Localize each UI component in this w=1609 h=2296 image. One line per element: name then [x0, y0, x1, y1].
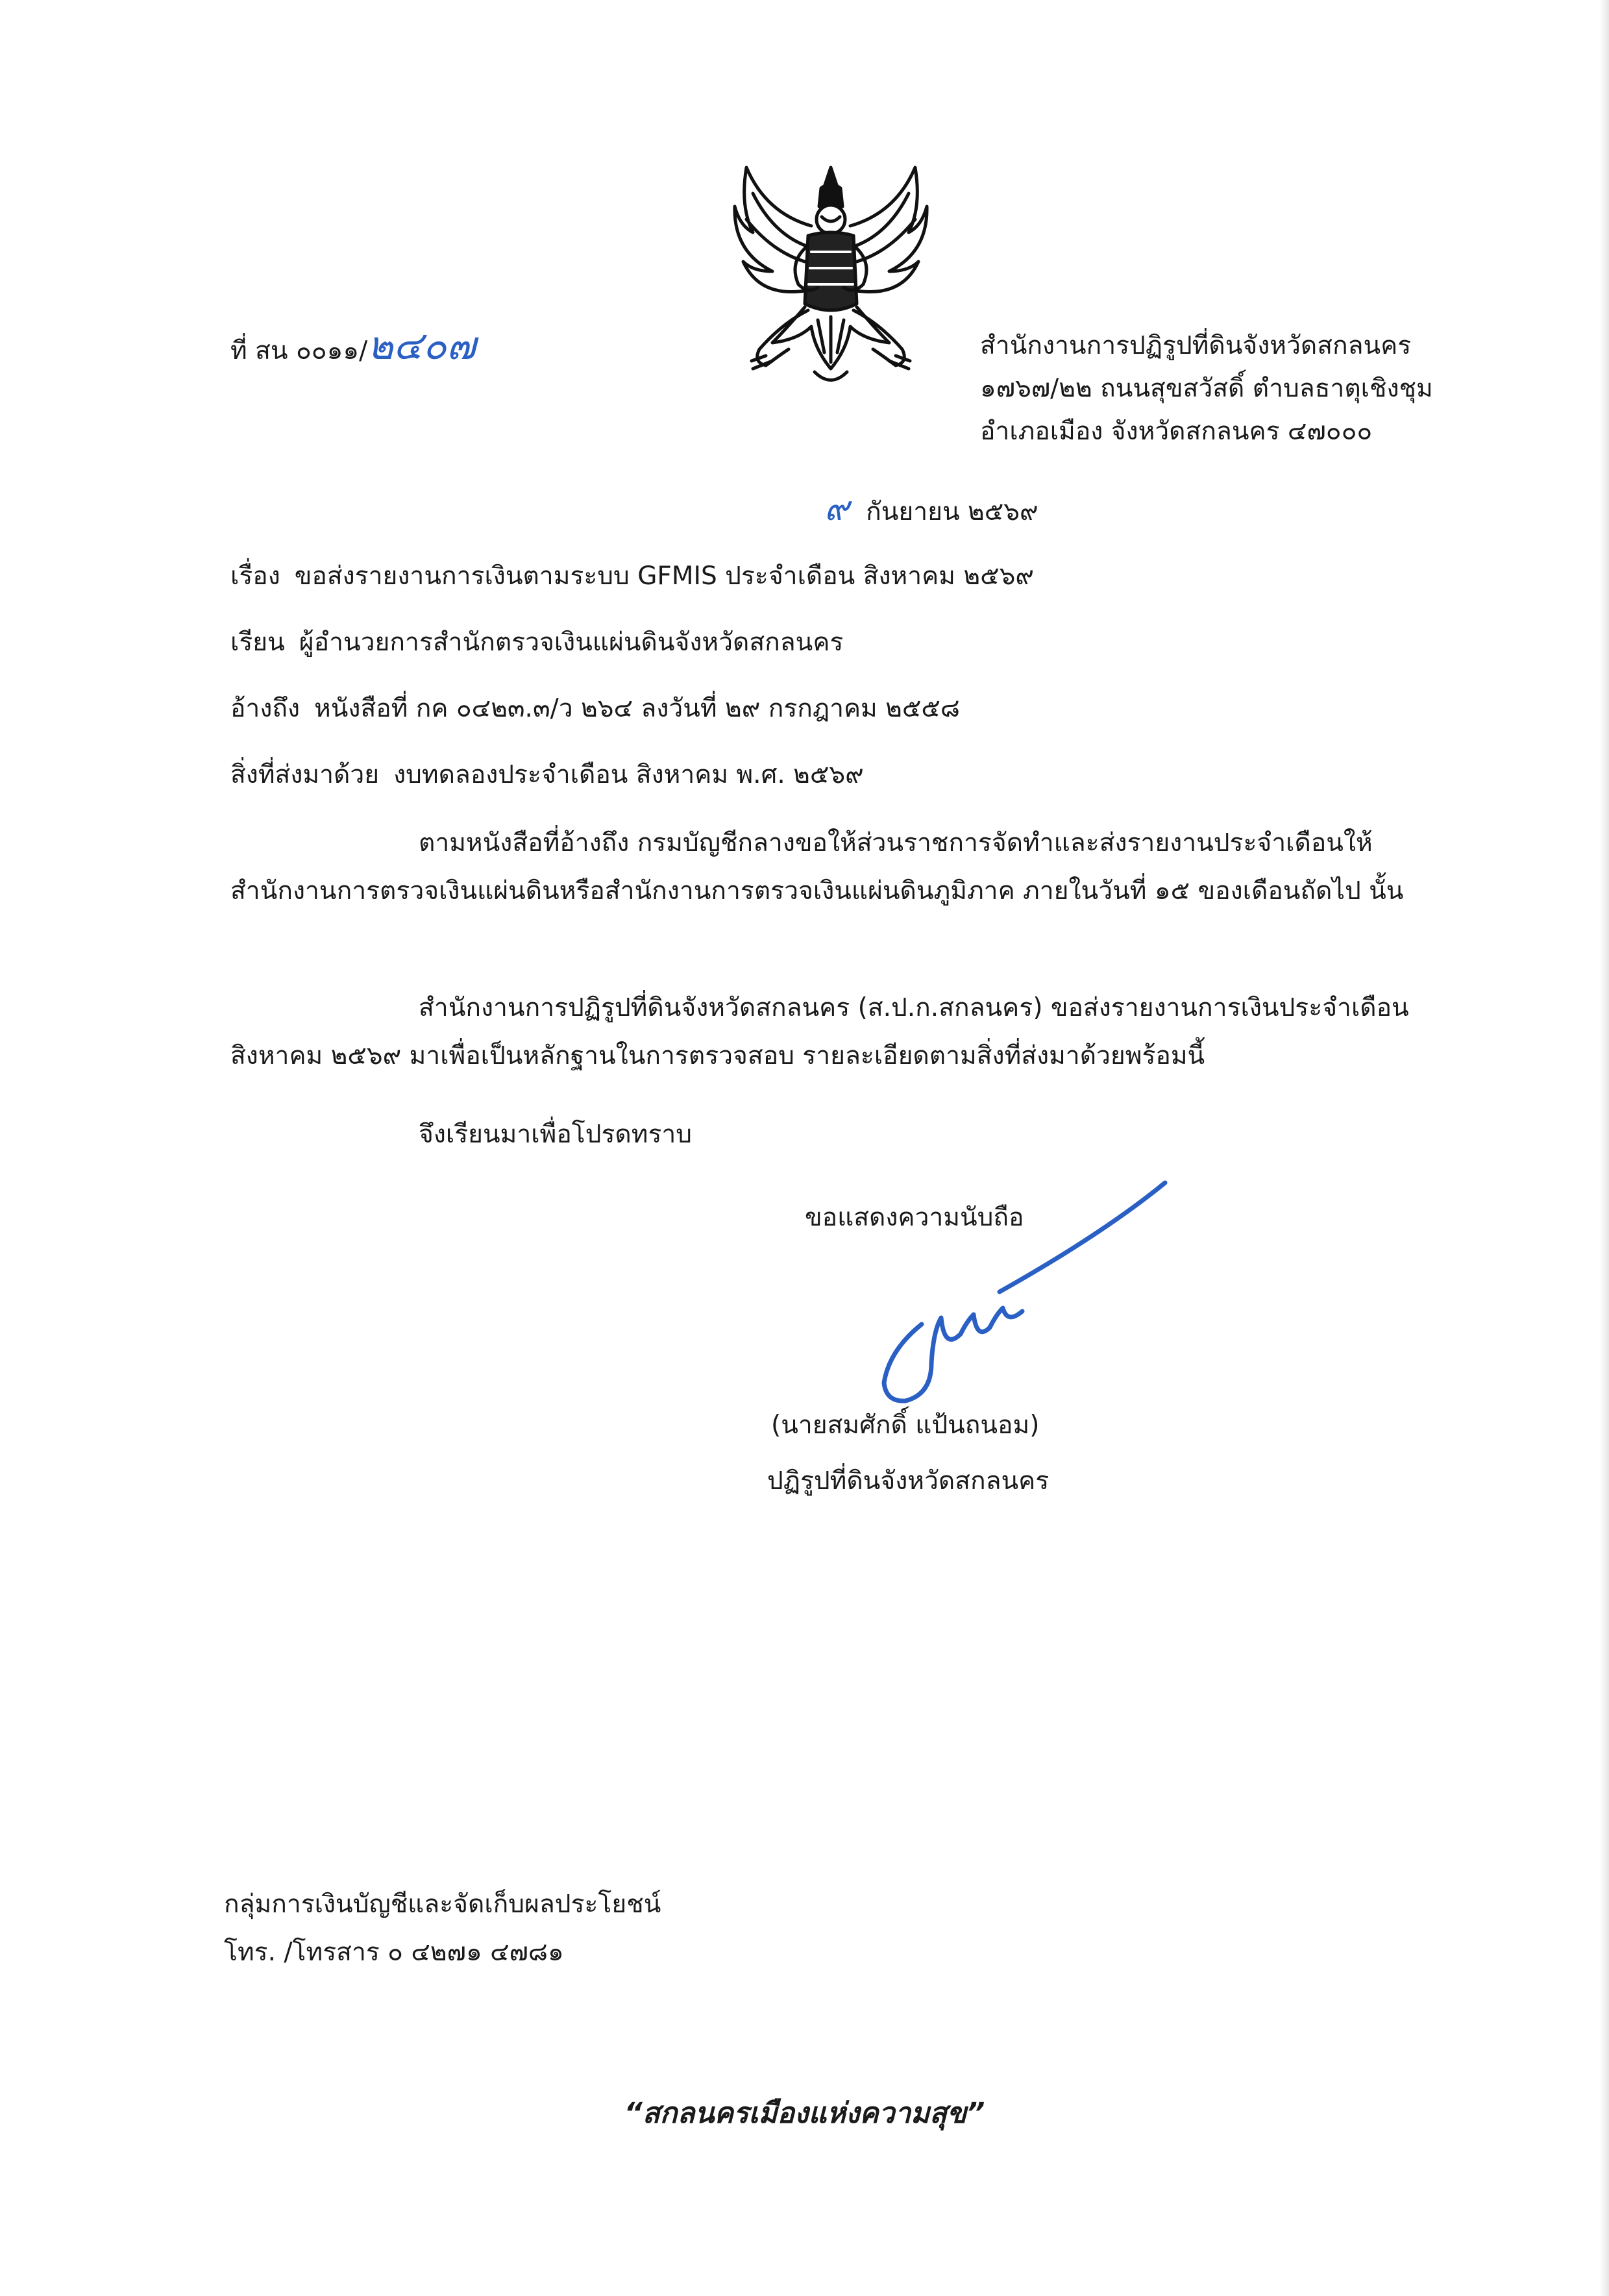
enclosure-line: [230, 757, 864, 793]
recipient-text: ผู้อำนวยการสำนักตรวจเงินแผ่นดินจังหวัดสกลนคร: [299, 628, 844, 657]
sender-office-name: สำนักงานการปฏิรูปที่ดินจังหวัดสกลนคร: [980, 331, 1412, 360]
letter-date: [824, 491, 1038, 530]
handwritten-date-day: ๙: [824, 489, 850, 528]
handwritten-reference-number: ๒๔๐๗: [367, 323, 476, 369]
subject-label: เรื่อง: [230, 562, 280, 591]
reference-number: [230, 323, 476, 369]
garuda-emblem-icon: [727, 154, 935, 395]
provincial-slogan: “สกลนครเมืองแห่งความสุข”: [624, 2097, 985, 2130]
handwritten-signature: [870, 1175, 1181, 1409]
reference-prefix: ที่ สน ๐๐๑๑/: [230, 336, 368, 365]
recipient-line: [230, 624, 843, 661]
reference-label: อ้างถึง: [230, 694, 301, 723]
body-paragraph-2: สำนักงานการปฏิรูปที่ดินจังหวัดสกลนคร (ส.ป.ก.สกลนคร) ขอส่งรายงานการเงินประจำเดือน สิงหาคม ๒๕๖๙ มาเพื่อเป็นหลักฐานในการตรวจสอบ รายละเอียดตามสิ่งที่ส่งมาด้วยพร้อมนี้: [230, 993, 1409, 1070]
body-paragraph-1: ตามหนังสือที่อ้างถึง กรมบัญชีกลางขอให้ส่วนราชการจัดทำและส่งรายงานประจำเดือนให้สำนักงานการตรวจเงินแผ่นดินหรือสำนักงานการตรวจเงินแผ่นดินภูมิภาค ภายในวันที่ ๑๕ ของเดือนถัดไป นั้น: [230, 828, 1404, 906]
enclosure-text: งบทดลองประจำเดือน สิงหาคม พ.ศ. ๒๕๖๙: [393, 760, 864, 789]
date-month-year: กันยายน ๒๕๖๙: [866, 497, 1038, 526]
footer-department: กลุ่มการเงินบัญชีและจัดเก็บผลประโยชน์: [224, 1890, 661, 1919]
subject-text: ขอส่งรายงานการเงินตามระบบ GFMIS ประจำเดือน สิงหาคม ๒๕๖๙: [294, 562, 1034, 591]
enclosure-label: สิ่งที่ส่งมาด้วย: [230, 760, 380, 789]
subject-line: [230, 558, 1034, 595]
footer-phone: โทร. /โทรสาร ๐ ๔๒๗๑ ๔๗๘๑: [224, 1938, 564, 1967]
sender-street-address: ๑๗๖๗/๒๒ ถนนสุขสวัสดิ์ ตำบลธาตุเชิงชุม: [980, 374, 1433, 403]
regards-text: ขอแสดงความนับถือ: [805, 1203, 1024, 1232]
sender-district-postcode: อำเภอเมือง จังหวัดสกลนคร ๔๗๐๐๐: [980, 417, 1373, 446]
reference-text: หนังสือที่ กค ๐๔๒๓.๓/ว ๒๖๔ ลงวันที่ ๒๙ กรกฎาคม ๒๕๕๘: [314, 694, 960, 723]
signer-title: ปฏิรูปที่ดินจังหวัดสกลนคร: [767, 1466, 1050, 1496]
signer-name: (นายสมศักดิ์ แป้นถนอม): [771, 1411, 1040, 1440]
sender-address: [980, 328, 1433, 450]
page-edge-shadow: [1600, 0, 1609, 2296]
closing-line: จึงเรียนมาเพื่อโปรดทราบ: [419, 1120, 693, 1149]
recipient-label: เรียน: [230, 628, 285, 657]
reference-line: [230, 691, 960, 727]
